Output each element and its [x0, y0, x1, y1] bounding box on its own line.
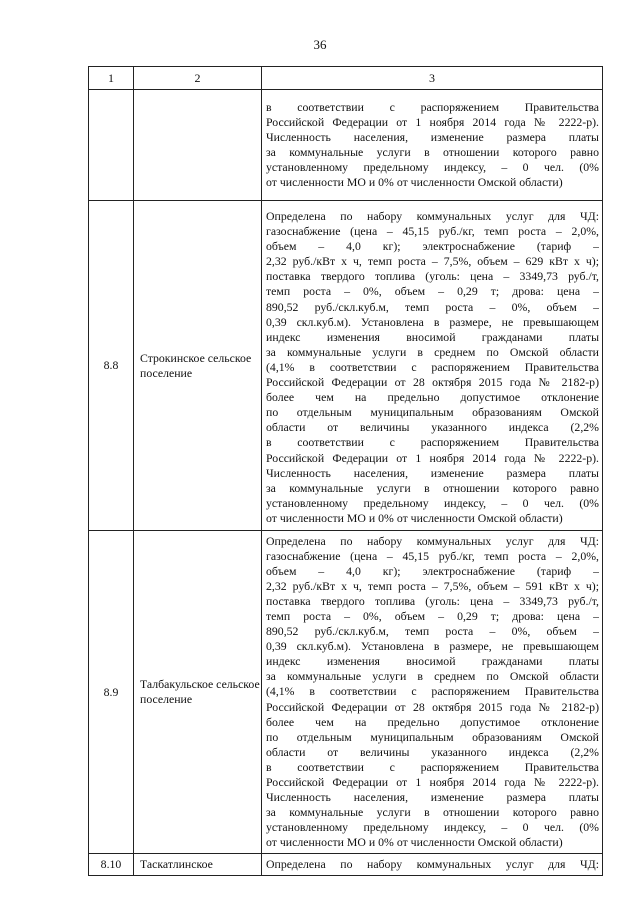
- row-description: [262, 854, 603, 876]
- header-col-3: 3: [262, 67, 603, 90]
- row-number: 8.8: [89, 201, 134, 531]
- text-line: в соответствии с распоряжением Правительства: [266, 99, 599, 114]
- table-row: [89, 531, 603, 854]
- text-line: Российской Федерации от 28 октября 2015 года № 2182-р): [266, 375, 599, 390]
- text-line: объем – 4,0 кг); электроснабжение (тариф –: [266, 563, 599, 578]
- text-line: Российской Федерации от 28 октября 2015 года № 2182-р): [266, 699, 599, 714]
- text-line: темп роста – 0%, объем – 0,29 т; дрова: цена –: [266, 608, 599, 623]
- text-line: более чем на предельно допустимое отклонение: [266, 714, 599, 729]
- header-col-2: 2: [134, 67, 262, 90]
- text-line: за коммунальные услуги в отношении которого равно: [266, 145, 599, 159]
- row-number: [89, 90, 134, 201]
- table-row: [89, 854, 603, 876]
- table-row: [89, 90, 603, 201]
- text-line: 0,39 скл.куб.м). Установлена в размере, не превышающем: [266, 639, 599, 654]
- text-line: по отдельным муниципальным образованиям Омской: [266, 405, 599, 420]
- text-line: 890,52 руб./скл.куб.м, темп роста – 0%, объем –: [266, 299, 599, 314]
- row-number: 8.10: [89, 854, 134, 876]
- text-line: газоснабжение (цена – 45,15 руб./кг, темп роста – 2,0%,: [266, 224, 599, 239]
- text-line: установленному предельному индексу, – 0 чел. (0%: [266, 160, 599, 175]
- text-line: темп роста – 0%, объем – 0,29 т; дрова: цена –: [266, 284, 599, 299]
- text-line: за коммунальные услуги в отношении которого равно: [266, 480, 599, 495]
- text-line: 2,32 руб./кВт х ч, темп роста – 7,5%, объем – 591 кВт х ч);: [266, 578, 599, 593]
- text-line: установленному предельному индексу, – 0 чел. (0%: [266, 820, 599, 835]
- text-line: за коммунальные услуги в среднем по Омской области: [266, 344, 599, 359]
- text-line: от численности МО и 0% от численности Омской области): [266, 835, 563, 850]
- text-line: Определена по набору коммунальных услуг для ЧД:: [266, 533, 599, 548]
- text-line: (4,1% в соответствии с распоряжением Правительства: [266, 359, 599, 374]
- row-description: [262, 90, 603, 201]
- text-line: в соответствии с распоряжением Правительства: [266, 759, 599, 774]
- text-line: установленному предельному индексу, – 0 чел. (0%: [266, 495, 599, 510]
- row-description: [262, 531, 603, 854]
- page-number: 36: [313, 37, 327, 52]
- text-line: от численности МО и 0% от численности Омской области): [266, 510, 563, 525]
- text-line: 0,39 скл.куб.м). Установлена в размере, не превышающем: [266, 314, 599, 329]
- text-line: Численность населения, изменение размера платы: [266, 790, 599, 805]
- text-line: газоснабжение (цена – 45,15 руб./кг, темп роста – 2,0%,: [266, 548, 599, 563]
- text-line: более чем на предельно допустимое отклонение: [266, 390, 599, 405]
- text-line: индекс изменения вносимой гражданами платы: [266, 329, 599, 344]
- text-line: Определена по набору коммунальных услуг для ЧД:: [266, 209, 599, 224]
- text-line: поставка твердого топлива (уголь: цена – 3349,73 руб./т,: [266, 593, 599, 608]
- text-line: Численность населения, изменение размера платы: [266, 129, 599, 144]
- text-line: области от величины указанного индекса (2,2%: [266, 420, 599, 435]
- row-number: 8.9: [89, 531, 134, 854]
- tariff-table: [88, 66, 603, 876]
- header-col-1: 1: [89, 67, 134, 90]
- text-line: (4,1% в соответствии с распоряжением Правительства: [266, 684, 599, 699]
- municipality-name: [134, 90, 262, 201]
- municipality-name: Таскатлинское: [134, 854, 262, 876]
- text-line: Численность населения, изменение размера платы: [266, 465, 599, 480]
- text-line: индекс изменения вносимой гражданами платы: [266, 654, 599, 669]
- text-line: области от величины указанного индекса (2,2%: [266, 744, 599, 759]
- text-line: 890,52 руб./скл.куб.м, темп роста – 0%, объем –: [266, 624, 599, 639]
- text-line: Определена по набору коммунальных услуг для ЧД:: [266, 856, 599, 871]
- text-line: за коммунальные услуги в отношении которого равно: [266, 805, 599, 820]
- text-line: за коммунальные услуги в среднем по Омской области: [266, 669, 599, 684]
- municipality-name: Талбакульское сельское поселение: [134, 531, 262, 854]
- text-line: в соответствии с распоряжением Правительства: [266, 435, 599, 450]
- text-line: Российской Федерации от 1 ноября 2014 года № 2222-р).: [266, 114, 599, 129]
- table-row: [89, 201, 603, 531]
- text-line: по отдельным муниципальным образованиям Омской: [266, 729, 599, 744]
- text-line: Российской Федерации от 1 ноября 2014 года № 2222-р).: [266, 450, 599, 465]
- municipality-name: Строкинское сельское поселение: [134, 201, 262, 531]
- text-line: Российской Федерации от 1 ноября 2014 года № 2222-р).: [266, 775, 599, 790]
- text-line: 2,32 руб./кВт х ч, темп роста – 7,5%, объем – 629 кВт х ч);: [266, 254, 599, 269]
- text-line: поставка твердого топлива (уголь: цена – 3349,73 руб./т,: [266, 269, 599, 284]
- row-description: [262, 201, 603, 531]
- table-header-row: [89, 67, 603, 90]
- text-line: от численности МО и 0% от численности Омской области): [266, 175, 563, 190]
- text-line: объем – 4,0 кг); электроснабжение (тариф –: [266, 239, 599, 254]
